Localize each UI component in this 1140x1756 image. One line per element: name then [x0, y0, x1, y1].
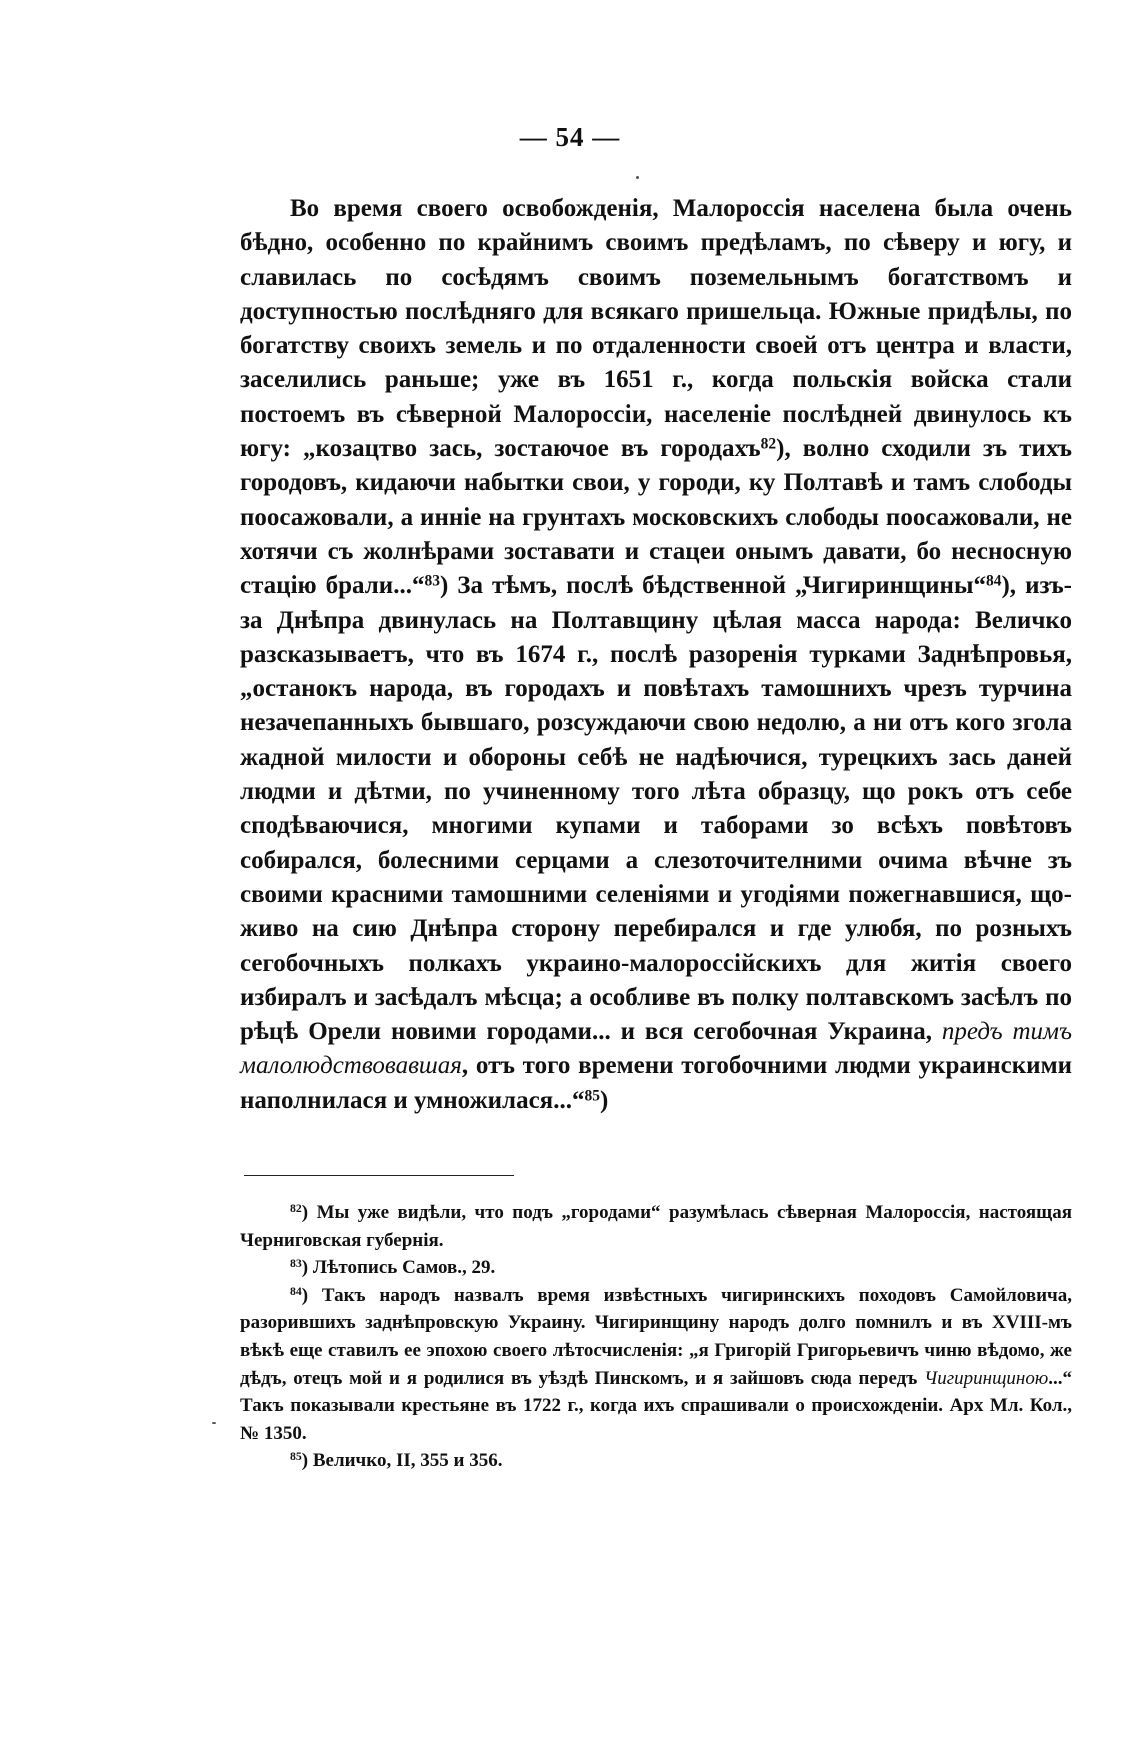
footnote-text-82: ) Мы уже видѣли, что подъ „городами“ разумѣлась сѣверная Малороссія, настоящая Черниговская губернія.	[240, 1202, 1072, 1251]
footnote-text-84b: ...“ Такъ показывали крестьяне въ 1722 г., когда ихъ спрашивали о происхожденіи. Арх Мл. Кол., № 1350.	[240, 1367, 1072, 1444]
footnote-83	[240, 1254, 1072, 1282]
footnote-ref-84: 84	[985, 572, 1002, 590]
main-paragraph	[240, 192, 1072, 1118]
footnote-ref-85: 85	[584, 1086, 600, 1104]
footnote-ref-82: 82	[760, 435, 777, 453]
footnote-mark-84: 84	[290, 1284, 302, 1298]
footnotes-section	[240, 1199, 1072, 1475]
footnote-text-83: ) Лѣтопись Самов., 29.	[301, 1257, 496, 1279]
footnote-82	[240, 1199, 1072, 1254]
main-text-part-5: , отъ того времени тогобочними людми украинскими наполнилася и умножилася...“	[240, 1052, 1072, 1114]
footnote-text-84a: ) Такъ народъ назвалъ время извѣстныхъ чигиринскихъ походовъ Самойловича, разорившихъ заднѣпровскую Украину. Чигиринщину народъ долго помнилъ и въ XVIII-мъ вѣкѣ еще ставилъ ее эпохою своего лѣтосчисленія: „я Григорій Григорьевичъ чиню вѣдомо, же дѣдъ, отецъ мой и я родилися въ уѣздѣ Пинскомъ, и я зайшовъ сюда передъ	[240, 1284, 1072, 1389]
footnote-mark-82: 82	[290, 1202, 302, 1216]
footnote-mark-83: 83	[290, 1257, 302, 1271]
main-text-part-2: ), волно сходили зъ тихъ городовъ, кидаючи набытки свои, у городи, ку Полтавѣ и тамъ слободы поосажовали, а инніе на грунтахъ московскихъ слободы поосажовали, не хотячи съ жолнѣрами зоставати и стацеи онымъ давати, бо несносную стацію брали...“	[240, 435, 1072, 600]
main-text-part-4: ), изъ-за Днѣпра двинулась на Полтавщину цѣлая масса народа: Величко разсказываетъ, что въ 1674 г., послѣ разоренія турками Заднѣпровья, „останокъ народа, въ городахъ и повѣтахъ тамошнихъ чрезъ турчина незачепанныхъ бывшаго, розсуждаючи свою недолю, а ни отъ кого згола жадной милости и обороны себѣ не надѣючися, турецкихъ зась даней людми и дѣтми, по учиненному того лѣта образцу, що рокъ отъ себе сподѣваючися, многими купами и таборами зо всѣхъ повѣтовъ собирался, болесними серцами а слезоточителними очима вѣчне зъ своими красними тамошними селеніями и угодіями пожегнавшися, що-живо на сию Днѣпра сторону перебирался и где улюбя, по розныхъ сегобочныхъ полкахъ украино-малороссійскихъ для житія своего избиралъ и засѣдалъ мѣсца; а особливе въ полку полтавскомъ засѣлъ по рѣцѣ Орели новими городами... и вся сегобочная Украина,	[240, 572, 1072, 1046]
footnote-85	[240, 1447, 1072, 1475]
page-number: — 54 —	[519, 122, 621, 152]
main-text-italic: предъ тимъ малолюдствовавшая	[240, 1018, 1072, 1080]
footnote-separator	[244, 1175, 514, 1176]
scan-speck	[212, 1422, 216, 1424]
scan-speck	[636, 176, 639, 179]
footnote-text-85: ) Величко, II, 355 и 356.	[301, 1450, 503, 1472]
main-text-part-6: )	[599, 1086, 609, 1114]
main-text-part-1: Во время своего освобожденія, Малороссія населена была очень бѣдно, особенно по крайнимъ своимъ предѣламъ, по сѣверу и югу, и славилась по сосѣдямъ своимъ поземельнымъ богатствомъ и доступностью послѣдняго для всякаго пришельца. Южные придѣлы, по богатству своихъ земель и по отдаленности своей отъ центра и власти, заселились раньше; уже въ 1651 г., когда польскія войска стали постоемъ въ сѣверной Малороссіи, населеніе послѣдней двинулось къ югу: „козацтво зась, зостаючое въ городахъ	[240, 195, 1072, 463]
footnote-italic-84: Чигиринщиною	[924, 1367, 1049, 1389]
main-text-part-3: ) За тѣмъ, послѣ бѣдственной „Чигиринщины“	[439, 572, 986, 600]
footnote-mark-85: 85	[290, 1450, 302, 1464]
footnote-84	[240, 1282, 1072, 1448]
footnote-ref-83: 83	[424, 572, 440, 590]
